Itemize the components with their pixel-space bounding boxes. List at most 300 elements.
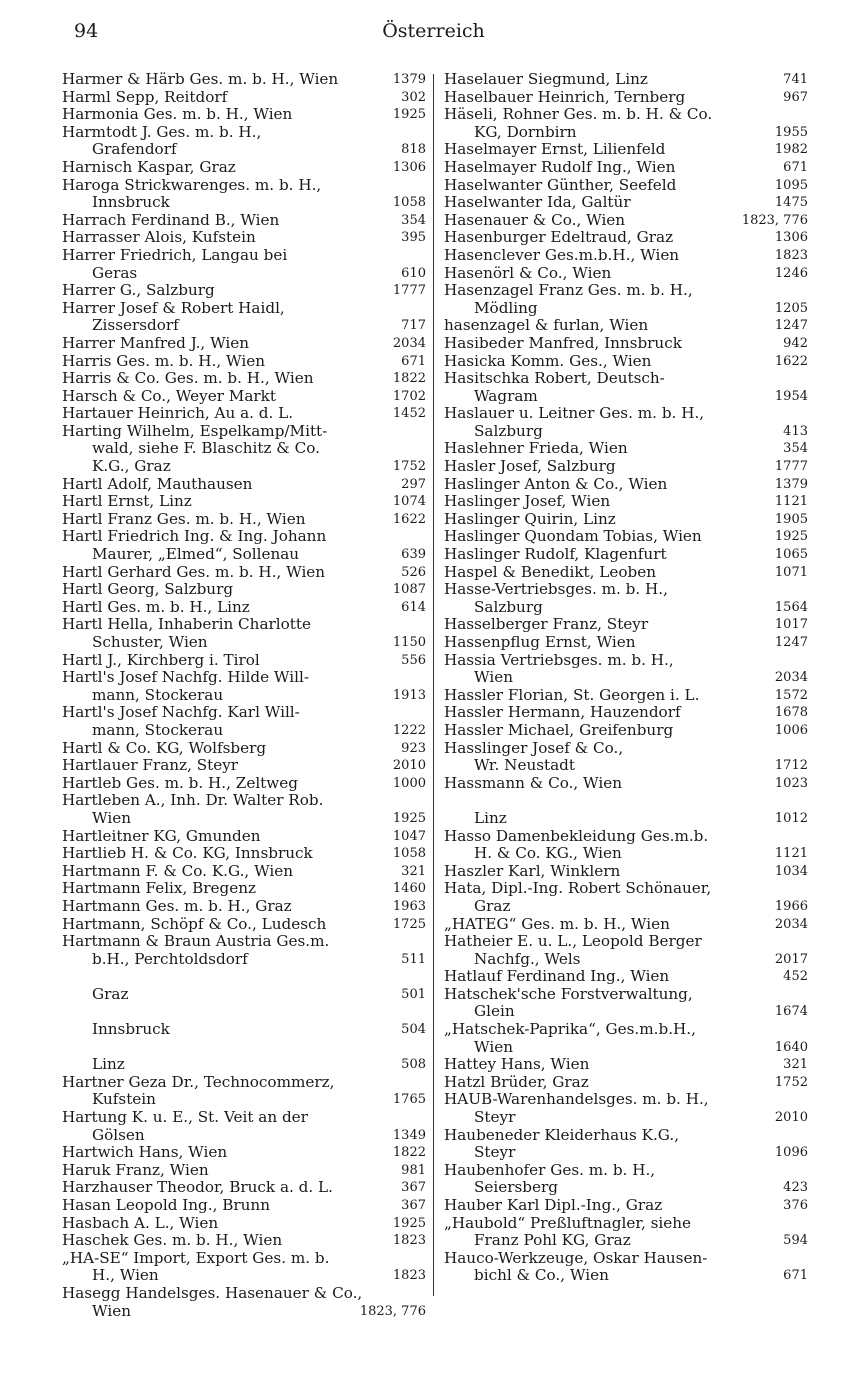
entry-name: Harrasser Alois, Kufstein bbox=[62, 229, 256, 247]
entry-page-ref: 741 bbox=[783, 72, 808, 87]
entry-page-ref: 1475 bbox=[774, 195, 808, 211]
entry-page-ref: 1379 bbox=[392, 72, 426, 87]
entry-name: Haroga Strickwarenges. m. b. H., bbox=[62, 176, 322, 194]
entry-continuation: Wien bbox=[92, 1302, 131, 1320]
entry-page-ref: 671 bbox=[783, 1268, 808, 1284]
directory-entry bbox=[444, 353, 810, 371]
entry-continuation: Wien bbox=[92, 809, 131, 827]
directory-entry bbox=[444, 916, 810, 934]
entry-name: Hartmann Felix, Bregenz bbox=[62, 880, 257, 898]
entry-name: Harrach Ferdinand B., Wien bbox=[62, 211, 280, 229]
entry-name: Hartl Franz Ges. m. b. H., Wien bbox=[62, 510, 306, 528]
entry-page-ref: 1087 bbox=[392, 582, 426, 598]
entry-page-ref: 452 bbox=[783, 969, 808, 985]
directory-entry bbox=[62, 493, 428, 511]
entry-continuation: Innsbruck bbox=[92, 1021, 170, 1039]
entry-name: Hartlauer Franz, Steyr bbox=[62, 757, 239, 775]
column-divider bbox=[433, 74, 434, 1296]
entry-page-ref: 639 bbox=[401, 547, 426, 563]
directory-entry bbox=[444, 968, 810, 986]
entry-page-ref: 1752 bbox=[392, 459, 426, 475]
entry-continuation: Wien bbox=[474, 669, 513, 687]
entry-name: Harris Ges. m. b. H., Wien bbox=[62, 352, 265, 370]
entry-name: Hasenzagel Franz Ges. m. b. H., bbox=[444, 282, 693, 300]
entry-continuation: Maurer, „Elmed“, Sollenau bbox=[92, 546, 300, 564]
directory-entry bbox=[62, 247, 428, 282]
entry-name: Hasenburger Edeltraud, Graz bbox=[444, 229, 674, 247]
directory-entry bbox=[444, 1021, 810, 1056]
entry-continuation: KG, Dornbirn bbox=[474, 123, 577, 141]
entry-continuation: Linz bbox=[92, 1056, 125, 1074]
entry-page-ref: 818 bbox=[401, 142, 426, 158]
entry-page-ref: 967 bbox=[783, 89, 808, 105]
directory-entry bbox=[62, 124, 428, 159]
entry-page-ref: 1074 bbox=[392, 494, 426, 510]
directory-entry bbox=[444, 1197, 810, 1215]
entry-name: Hassia Vertriebsges. m. b. H., bbox=[444, 651, 674, 669]
entry-page-ref: 1823, 776 bbox=[741, 212, 808, 228]
entry-name: Haspel & Benedikt, Leoben bbox=[444, 563, 657, 581]
directory-entry bbox=[62, 1109, 428, 1144]
entry-page-ref: 1777 bbox=[392, 283, 426, 299]
entry-name: Hasenauer & Co., Wien bbox=[444, 211, 626, 229]
entry-page-ref: 1096 bbox=[774, 1145, 808, 1161]
entry-name: Haslinger Josef, Wien bbox=[444, 493, 611, 511]
directory-entry bbox=[62, 1039, 428, 1074]
entry-name: Hartl Adolf, Mauthausen bbox=[62, 475, 253, 493]
entry-page-ref: 1034 bbox=[774, 863, 808, 879]
entry-page-ref: 1823 bbox=[392, 1268, 426, 1284]
entry-name: Haubeneder Kleiderhaus K.G., bbox=[444, 1126, 680, 1144]
entry-name: Harrer Josef & Robert Haidl, bbox=[62, 299, 285, 317]
directory-entry bbox=[62, 1215, 428, 1233]
entry-page-ref: 302 bbox=[401, 89, 426, 105]
entry-continuation: bichl & Co., Wien bbox=[474, 1267, 609, 1285]
entry-name: Hartl's Josef Nachfg. Karl Will- bbox=[62, 704, 300, 722]
directory-entry bbox=[62, 1232, 428, 1250]
entry-name: Hasitschka Robert, Deutsch- bbox=[444, 370, 665, 388]
entry-name: Haslauer u. Leitner Ges. m. b. H., bbox=[444, 405, 705, 423]
entry-page-ref: 1047 bbox=[392, 828, 426, 844]
entry-name: Haslehner Frieda, Wien bbox=[444, 440, 628, 458]
entry-name: Hartwich Hans, Wien bbox=[62, 1144, 228, 1162]
directory-entry bbox=[62, 423, 428, 476]
entry-page-ref: 1963 bbox=[392, 898, 426, 914]
page-number: 94 bbox=[74, 20, 99, 42]
entry-continuation: mann, Stockerau bbox=[92, 686, 224, 704]
directory-entry bbox=[444, 1074, 810, 1092]
entry-continuation: H. & Co. KG., Wien bbox=[474, 845, 622, 863]
entry-page-ref: 1247 bbox=[774, 318, 808, 334]
entry-page-ref: 1725 bbox=[392, 916, 426, 932]
entry-continuation: Linz bbox=[474, 809, 507, 827]
entry-name: Harrer G., Salzburg bbox=[62, 282, 215, 300]
directory-entry bbox=[444, 440, 810, 458]
entry-name: Harrer Manfred J., Wien bbox=[62, 334, 250, 352]
entry-name: Haslinger Quirin, Linz bbox=[444, 510, 616, 528]
entry-page-ref: 1822 bbox=[392, 1145, 426, 1161]
entry-page-ref: 1572 bbox=[774, 687, 808, 703]
entry-page-ref: 2010 bbox=[774, 1110, 808, 1126]
entry-name: Haruk Franz, Wien bbox=[62, 1161, 209, 1179]
entry-page-ref: 1150 bbox=[392, 635, 426, 650]
entry-name bbox=[444, 792, 810, 810]
entry-name: Hartleb Ges. m. b. H., Zeltweg bbox=[62, 774, 298, 792]
directory-entry bbox=[444, 652, 810, 687]
entry-page-ref: 1622 bbox=[392, 511, 426, 527]
entry-continuation: Innsbruck bbox=[92, 194, 170, 212]
entry-name: Haselwanter Günther, Seefeld bbox=[444, 176, 677, 194]
directory-entry bbox=[444, 546, 810, 564]
entry-name: Hartung K. u. E., St. Veit an der bbox=[62, 1109, 308, 1127]
entry-page-ref: 1222 bbox=[392, 722, 426, 738]
directory-entry bbox=[62, 71, 428, 89]
entry-page-ref: 1913 bbox=[392, 687, 426, 703]
entry-page-ref: 504 bbox=[401, 1022, 426, 1038]
directory-entry bbox=[62, 968, 428, 1003]
entry-page-ref: 981 bbox=[401, 1162, 426, 1178]
directory-entry bbox=[62, 898, 428, 916]
entry-name: Hartl & Co. KG, Wolfsberg bbox=[62, 739, 267, 757]
entry-page-ref: 1246 bbox=[774, 265, 808, 281]
directory-entry bbox=[62, 933, 428, 968]
directory-entry bbox=[62, 159, 428, 177]
directory-entry bbox=[62, 528, 428, 563]
entry-name: Hattey Hans, Wien bbox=[444, 1056, 590, 1074]
directory-entry bbox=[444, 1215, 810, 1250]
entry-continuation: Steyr bbox=[474, 1109, 516, 1127]
entry-page-ref: 610 bbox=[401, 265, 426, 281]
directory-entry bbox=[444, 511, 810, 529]
directory-entry bbox=[444, 528, 810, 546]
entry-page-ref: 376 bbox=[783, 1198, 808, 1213]
directory-entry bbox=[62, 405, 428, 423]
directory-entry bbox=[62, 704, 428, 739]
directory-entry bbox=[444, 1127, 810, 1162]
directory-entry bbox=[444, 89, 810, 107]
directory-entry bbox=[62, 1162, 428, 1180]
entry-name: Harsch & Co., Weyer Markt bbox=[62, 387, 276, 405]
directory-entry bbox=[444, 317, 810, 335]
directory-entry bbox=[444, 1250, 810, 1285]
directory-entry bbox=[62, 863, 428, 881]
entry-name: Hasslinger Josef & Co., bbox=[444, 739, 624, 757]
directory-entry bbox=[62, 775, 428, 793]
entry-page-ref: 1071 bbox=[774, 564, 808, 580]
entry-page-ref: 1823, 776 bbox=[359, 1303, 426, 1319]
entry-page-ref: 1954 bbox=[774, 388, 808, 404]
entry-name: Hartmann, Schöpf & Co., Ludesch bbox=[62, 915, 327, 933]
entry-page-ref: 1306 bbox=[392, 159, 426, 175]
entry-name: „Haubold“ Preßluftnagler, siehe bbox=[444, 1214, 692, 1232]
directory-entry bbox=[444, 722, 810, 740]
entry-page-ref: 1017 bbox=[774, 617, 808, 633]
entry-name: Hata, Dipl.-Ing. Robert Schönauer, bbox=[444, 880, 712, 898]
directory-entry bbox=[444, 740, 810, 775]
entry-continuation: Kufstein bbox=[92, 1091, 156, 1109]
entry-name: Häseli, Rohner Ges. m. b. H. & Co. bbox=[444, 106, 713, 124]
directory-entry bbox=[444, 704, 810, 722]
entry-continuation: Gölsen bbox=[92, 1126, 145, 1144]
directory-entry bbox=[444, 159, 810, 177]
entry-page-ref: 1306 bbox=[774, 230, 808, 246]
directory-entry bbox=[62, 1250, 428, 1285]
entry-page-ref: 1622 bbox=[774, 353, 808, 369]
entry-page-ref: 923 bbox=[401, 740, 426, 756]
directory-entry bbox=[444, 1091, 810, 1126]
directory-entry bbox=[444, 1162, 810, 1197]
entry-name: Harzhauser Theodor, Bruck a. d. L. bbox=[62, 1179, 333, 1197]
entry-page-ref: 1925 bbox=[774, 529, 808, 545]
entry-page-ref: 1023 bbox=[774, 775, 808, 791]
entry-name: hasenzagel & furlan, Wien bbox=[444, 317, 649, 335]
entry-page-ref: 717 bbox=[401, 318, 426, 334]
entry-page-ref: 942 bbox=[783, 335, 808, 351]
entry-continuation: Salzburg bbox=[474, 422, 543, 440]
entry-name: Hatzl Brüder, Graz bbox=[444, 1073, 589, 1091]
directory-entry bbox=[444, 1056, 810, 1074]
directory-entry bbox=[62, 916, 428, 934]
entry-name: Hatschek'sche Forstverwaltung, bbox=[444, 985, 693, 1003]
directory-entry bbox=[444, 687, 810, 705]
entry-page-ref: 1000 bbox=[392, 775, 426, 791]
entry-page-ref: 1777 bbox=[774, 459, 808, 475]
directory-entry bbox=[62, 212, 428, 230]
directory-entry bbox=[444, 986, 810, 1021]
entry-name: Hartl J., Kirchberg i. Tirol bbox=[62, 651, 260, 669]
entry-continuation: Grafendorf bbox=[92, 141, 177, 159]
entry-page-ref: 1205 bbox=[774, 300, 808, 316]
entry-page-ref: 1982 bbox=[774, 142, 808, 158]
directory-entry bbox=[444, 634, 810, 652]
entry-name: Hartl Ges. m. b. H., Linz bbox=[62, 598, 250, 616]
entry-name: Hasselberger Franz, Steyr bbox=[444, 616, 649, 634]
entry-name: Hartmann Ges. m. b. H., Graz bbox=[62, 897, 292, 915]
entry-name: Hartleben A., Inh. Dr. Walter Rob. bbox=[62, 792, 324, 810]
entry-continuation: Nachfg., Wels bbox=[474, 950, 581, 968]
entry-continuation: wald, siehe F. Blaschitz & Co. bbox=[92, 440, 320, 458]
directory-entry bbox=[444, 933, 810, 968]
directory-entry bbox=[62, 792, 428, 827]
directory-entry bbox=[62, 388, 428, 406]
entry-page-ref: 1012 bbox=[774, 810, 808, 826]
entry-name: Hartl Friedrich Ing. & Ing. Johann bbox=[62, 528, 327, 546]
entry-continuation: mann, Stockerau bbox=[92, 721, 224, 739]
directory-entry bbox=[444, 212, 810, 230]
entry-name: Harmonia Ges. m. b. H., Wien bbox=[62, 106, 293, 124]
directory-entry bbox=[62, 564, 428, 582]
entry-page-ref: 2034 bbox=[392, 335, 426, 351]
directory-entry bbox=[444, 335, 810, 353]
directory-entry bbox=[444, 265, 810, 283]
entry-name: Haslinger Rudolf, Klagenfurt bbox=[444, 546, 667, 564]
entry-name: Haszler Karl, Winklern bbox=[444, 862, 621, 880]
entry-page-ref: 2034 bbox=[774, 670, 808, 686]
entry-page-ref: 1765 bbox=[392, 1092, 426, 1108]
entry-name: Hassmann & Co., Wien bbox=[444, 774, 623, 792]
entry-page-ref: 367 bbox=[401, 1180, 426, 1196]
directory-entry bbox=[62, 616, 428, 651]
entry-name: Haselmayer Ernst, Lilienfeld bbox=[444, 141, 666, 159]
entry-continuation: Steyr bbox=[474, 1144, 516, 1162]
entry-page-ref: 1905 bbox=[774, 511, 808, 527]
entry-page-ref: 2017 bbox=[774, 951, 808, 967]
entry-page-ref: 501 bbox=[401, 986, 426, 1002]
entry-page-ref: 1379 bbox=[774, 476, 808, 492]
directory-entry bbox=[62, 300, 428, 335]
directory-entry bbox=[62, 828, 428, 846]
directory-entry bbox=[444, 775, 810, 793]
entry-continuation: Graz bbox=[92, 985, 129, 1003]
entry-name bbox=[62, 968, 428, 986]
entry-name: Hasicka Komm. Ges., Wien bbox=[444, 352, 652, 370]
entry-name: Haslinger Quondam Tobias, Wien bbox=[444, 528, 702, 546]
directory-entry bbox=[444, 282, 810, 317]
entry-continuation: Geras bbox=[92, 264, 138, 282]
entry-continuation: Seiersberg bbox=[474, 1179, 558, 1197]
directory-entry bbox=[62, 229, 428, 247]
directory-entry bbox=[62, 370, 428, 388]
entry-page-ref: 1822 bbox=[392, 371, 426, 387]
directory-entry bbox=[444, 247, 810, 265]
entry-page-ref: 1823 bbox=[774, 247, 808, 263]
entry-name: Hatlauf Ferdinand Ing., Wien bbox=[444, 968, 670, 986]
entry-name: Hasibeder Manfred, Innsbruck bbox=[444, 334, 682, 352]
directory-entry bbox=[62, 652, 428, 670]
entry-name: Hartl's Josef Nachfg. Hilde Will- bbox=[62, 669, 309, 687]
entry-page-ref: 1823 bbox=[392, 1233, 426, 1249]
directory-entry bbox=[62, 89, 428, 107]
directory-entry bbox=[444, 405, 810, 440]
entry-page-ref: 556 bbox=[401, 652, 426, 668]
entry-page-ref: 1966 bbox=[774, 898, 808, 914]
directory-entry bbox=[62, 177, 428, 212]
entry-name: Hasler Josef, Salzburg bbox=[444, 458, 616, 476]
entry-name: Hasbach A. L., Wien bbox=[62, 1214, 219, 1232]
entry-name: „Hatschek-Paprika“, Ges.m.b.H., bbox=[444, 1021, 696, 1039]
entry-name: Harml Sepp, Reitdorf bbox=[62, 88, 228, 106]
directory-entry bbox=[444, 828, 810, 863]
entry-name: Hasse-Vertriebsges. m. b. H., bbox=[444, 581, 668, 599]
entry-name: Hartl Hella, Inhaberin Charlotte bbox=[62, 616, 311, 634]
directory-entry bbox=[62, 106, 428, 124]
entry-name: Hartl Ernst, Linz bbox=[62, 493, 192, 511]
entry-page-ref: 354 bbox=[401, 212, 426, 228]
entry-page-ref: 1065 bbox=[774, 547, 808, 563]
directory-entry bbox=[62, 1074, 428, 1109]
entry-page-ref: 321 bbox=[401, 863, 426, 879]
entry-page-ref: 1674 bbox=[774, 1004, 808, 1020]
entry-page-ref: 1349 bbox=[392, 1127, 426, 1143]
entry-name: Haubenhofer Ges. m. b. H., bbox=[444, 1161, 656, 1179]
directory-entry bbox=[444, 581, 810, 616]
entry-name: Harmtodt J. Ges. m. b. H., bbox=[62, 123, 262, 141]
entry-name: Hauber Karl Dipl.-Ing., Graz bbox=[444, 1197, 663, 1214]
directory-entry bbox=[444, 476, 810, 494]
entry-continuation: Graz bbox=[474, 897, 511, 915]
entry-name: „HATEG“ Ges. m. b. H., Wien bbox=[444, 915, 670, 933]
directory-entry bbox=[62, 282, 428, 300]
directory-entry bbox=[62, 511, 428, 529]
entry-page-ref: 671 bbox=[783, 159, 808, 175]
entry-continuation: Zissersdorf bbox=[92, 317, 179, 335]
entry-continuation: Mödling bbox=[474, 299, 538, 317]
entry-page-ref: 1925 bbox=[392, 1215, 426, 1231]
entry-name: Hassler Hermann, Hauzendorf bbox=[444, 704, 681, 722]
directory-entry bbox=[444, 177, 810, 195]
entry-page-ref: 511 bbox=[401, 951, 426, 967]
entry-name: Hartmann F. & Co. K.G., Wien bbox=[62, 862, 294, 880]
entry-name: HAUB-Warenhandelsges. m. b. H., bbox=[444, 1091, 709, 1109]
entry-page-ref: 1095 bbox=[774, 177, 808, 193]
entry-page-ref: 1247 bbox=[774, 635, 808, 650]
directory-entry bbox=[444, 458, 810, 476]
entry-page-ref: 1702 bbox=[392, 388, 426, 404]
entry-name: Harris & Co. Ges. m. b. H., Wien bbox=[62, 370, 314, 388]
entry-page-ref: 413 bbox=[783, 423, 808, 439]
entry-page-ref: 1678 bbox=[774, 705, 808, 721]
entry-continuation: K.G., Graz bbox=[92, 458, 171, 476]
entry-page-ref: 614 bbox=[401, 599, 426, 615]
entry-page-ref: 367 bbox=[401, 1198, 426, 1213]
entry-name: Haselbauer Heinrich, Ternberg bbox=[444, 88, 686, 106]
entry-page-ref: 2010 bbox=[392, 758, 426, 774]
entry-page-ref: 1955 bbox=[774, 124, 808, 140]
entry-name: „HA-SE“ Import, Export Ges. m. b. bbox=[62, 1249, 330, 1267]
entry-page-ref: 1121 bbox=[774, 494, 808, 510]
entry-page-ref: 1006 bbox=[774, 722, 808, 738]
entry-name: Hassler Florian, St. Georgen i. L. bbox=[444, 686, 700, 704]
entry-name: Hatheier E. u. L., Leopold Berger bbox=[444, 933, 702, 951]
entry-name: Hartmann & Braun Austria Ges.m. bbox=[62, 933, 330, 951]
directory-entry bbox=[62, 1285, 428, 1320]
entry-page-ref: 1752 bbox=[774, 1074, 808, 1090]
entry-name: Hasenclever Ges.m.b.H., Wien bbox=[444, 246, 680, 264]
entry-page-ref: 526 bbox=[401, 564, 426, 580]
entry-name: Hartleitner KG, Gmunden bbox=[62, 827, 261, 845]
directory-entry bbox=[62, 1179, 428, 1197]
entry-page-ref: 508 bbox=[401, 1057, 426, 1073]
entry-name bbox=[62, 1003, 428, 1021]
entry-continuation: Wagram bbox=[474, 387, 538, 405]
entry-continuation: Glein bbox=[474, 1003, 515, 1021]
directory-entry bbox=[62, 599, 428, 617]
entry-name: Hassler Michael, Greifenburg bbox=[444, 721, 674, 739]
page-header: Österreich bbox=[382, 20, 485, 42]
directory-entry bbox=[444, 141, 810, 159]
directory-entry bbox=[62, 335, 428, 353]
directory-entry bbox=[444, 71, 810, 89]
entry-name: Haschek Ges. m. b. H., Wien bbox=[62, 1232, 283, 1250]
entry-continuation: H., Wien bbox=[92, 1267, 159, 1285]
directory-entry bbox=[444, 106, 810, 141]
entry-page-ref: 1925 bbox=[392, 810, 426, 826]
directory-entry bbox=[62, 1144, 428, 1162]
directory-entry bbox=[62, 1003, 428, 1038]
entry-name: Hassenpflug Ernst, Wien bbox=[444, 634, 636, 651]
directory-entry bbox=[444, 792, 810, 827]
entry-continuation: Franz Pohl KG, Graz bbox=[474, 1232, 631, 1250]
entry-page-ref: 395 bbox=[401, 230, 426, 246]
right-column bbox=[444, 71, 810, 1285]
entry-continuation: Wien bbox=[474, 1038, 513, 1056]
entry-page-ref: 1564 bbox=[774, 599, 808, 615]
entry-page-ref: 671 bbox=[401, 353, 426, 369]
directory-entry bbox=[62, 1197, 428, 1215]
entry-name: Harnisch Kaspar, Graz bbox=[62, 158, 236, 176]
directory-entry bbox=[444, 229, 810, 247]
directory-entry bbox=[444, 194, 810, 212]
